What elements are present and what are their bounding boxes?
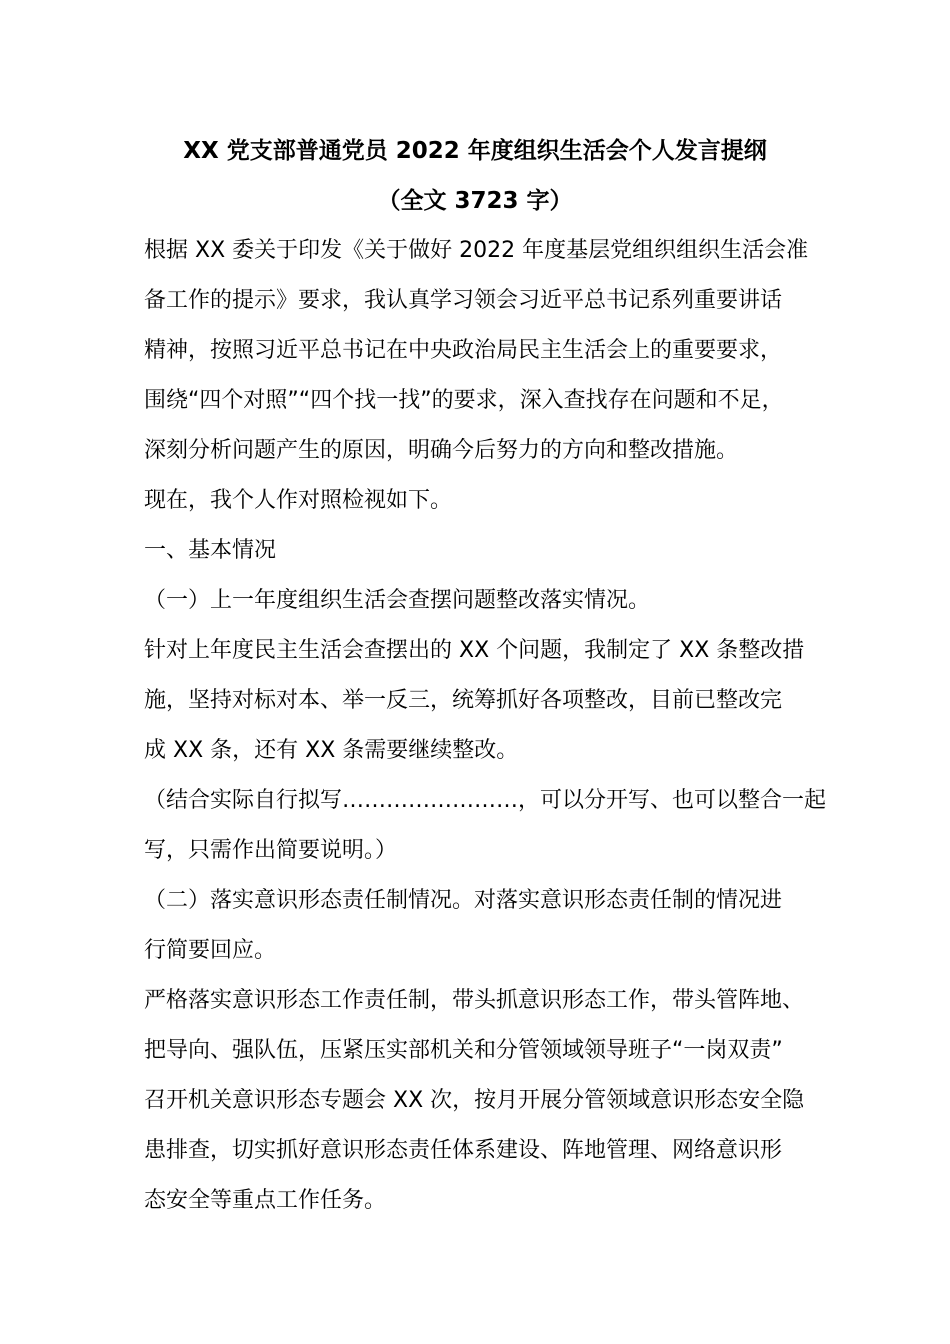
paragraph-line: 备工作的提示》要求，我认真学习领会习近平总书记系列重要讲话	[144, 288, 783, 313]
paragraph-line: 深刻分析问题产生的原因，明确今后努力的方向和整改措施。	[144, 438, 739, 463]
document-subtitle-word-count: （全文 3723 字）	[377, 188, 573, 214]
paragraph-ideology-responsibility	[144, 976, 816, 1226]
paragraph-line: 根据 XX 委关于印发《关于做好 2022 年度基层党组织组织生活会准	[144, 238, 809, 263]
section-heading-basic-situation	[144, 526, 816, 576]
paragraph-writing-note	[144, 776, 827, 876]
paragraph-line: 精神，按照习近平总书记在中央政治局民主生活会上的重要要求，	[144, 338, 783, 363]
paragraph-line: 针对上年度民主生活会查摆出的 XX 个问题，我制定了 XX 条整改措	[144, 638, 805, 663]
paragraph-rectification	[144, 626, 816, 776]
paragraph-line: 成 XX 条，还有 XX 条需要继续整改。	[144, 738, 519, 763]
document-title: XX 党支部普通党员 2022 年度组织生活会个人发言提纲	[183, 138, 767, 164]
paragraph-line: 施，坚持对标对本、举一反三，统筹抓好各项整改，目前已整改完	[144, 688, 783, 713]
paragraph-line: 把导向、强队伍，压紧压实部机关和分管领域领导班子“一岗双责”	[144, 1038, 783, 1063]
paragraph-line: 现在，我个人作对照检视如下。	[144, 488, 453, 513]
paragraph-intro	[144, 226, 816, 476]
paragraph-line: 患排查，切实抓好意识形态责任体系建设、阵地管理、网络意识形	[144, 1138, 783, 1163]
paragraph-line: （结合实际自行拟写……………………，可以分开写、也可以整合一起	[144, 788, 827, 813]
paragraph-line: 态安全等重点工作任务。	[144, 1188, 387, 1213]
paragraph-line: 围绕“四个对照”“四个找一找”的要求，深入查找存在问题和不足，	[144, 388, 784, 413]
subsection-heading-2	[144, 876, 816, 976]
paragraph-line: 行简要回应。	[144, 938, 277, 963]
paragraph-self-review	[144, 476, 816, 526]
subsection-heading-1	[144, 576, 816, 626]
paragraph-line: 召开机关意识形态专题会 XX 次，按月开展分管领域意识形态安全隐	[144, 1088, 805, 1113]
section-heading: 一、基本情况	[144, 538, 277, 563]
paragraph-line: 写，只需作出简要说明。）	[144, 838, 398, 863]
paragraph-line: 严格落实意识形态工作责任制，带头抓意识形态工作，带头管阵地、	[144, 988, 805, 1013]
paragraph-line: （二）落实意识形态责任制情况。对落实意识形态责任制的情况进	[144, 888, 783, 913]
subsection-heading: （一）上一年度组织生活会查摆问题整改落实情况。	[144, 588, 651, 613]
